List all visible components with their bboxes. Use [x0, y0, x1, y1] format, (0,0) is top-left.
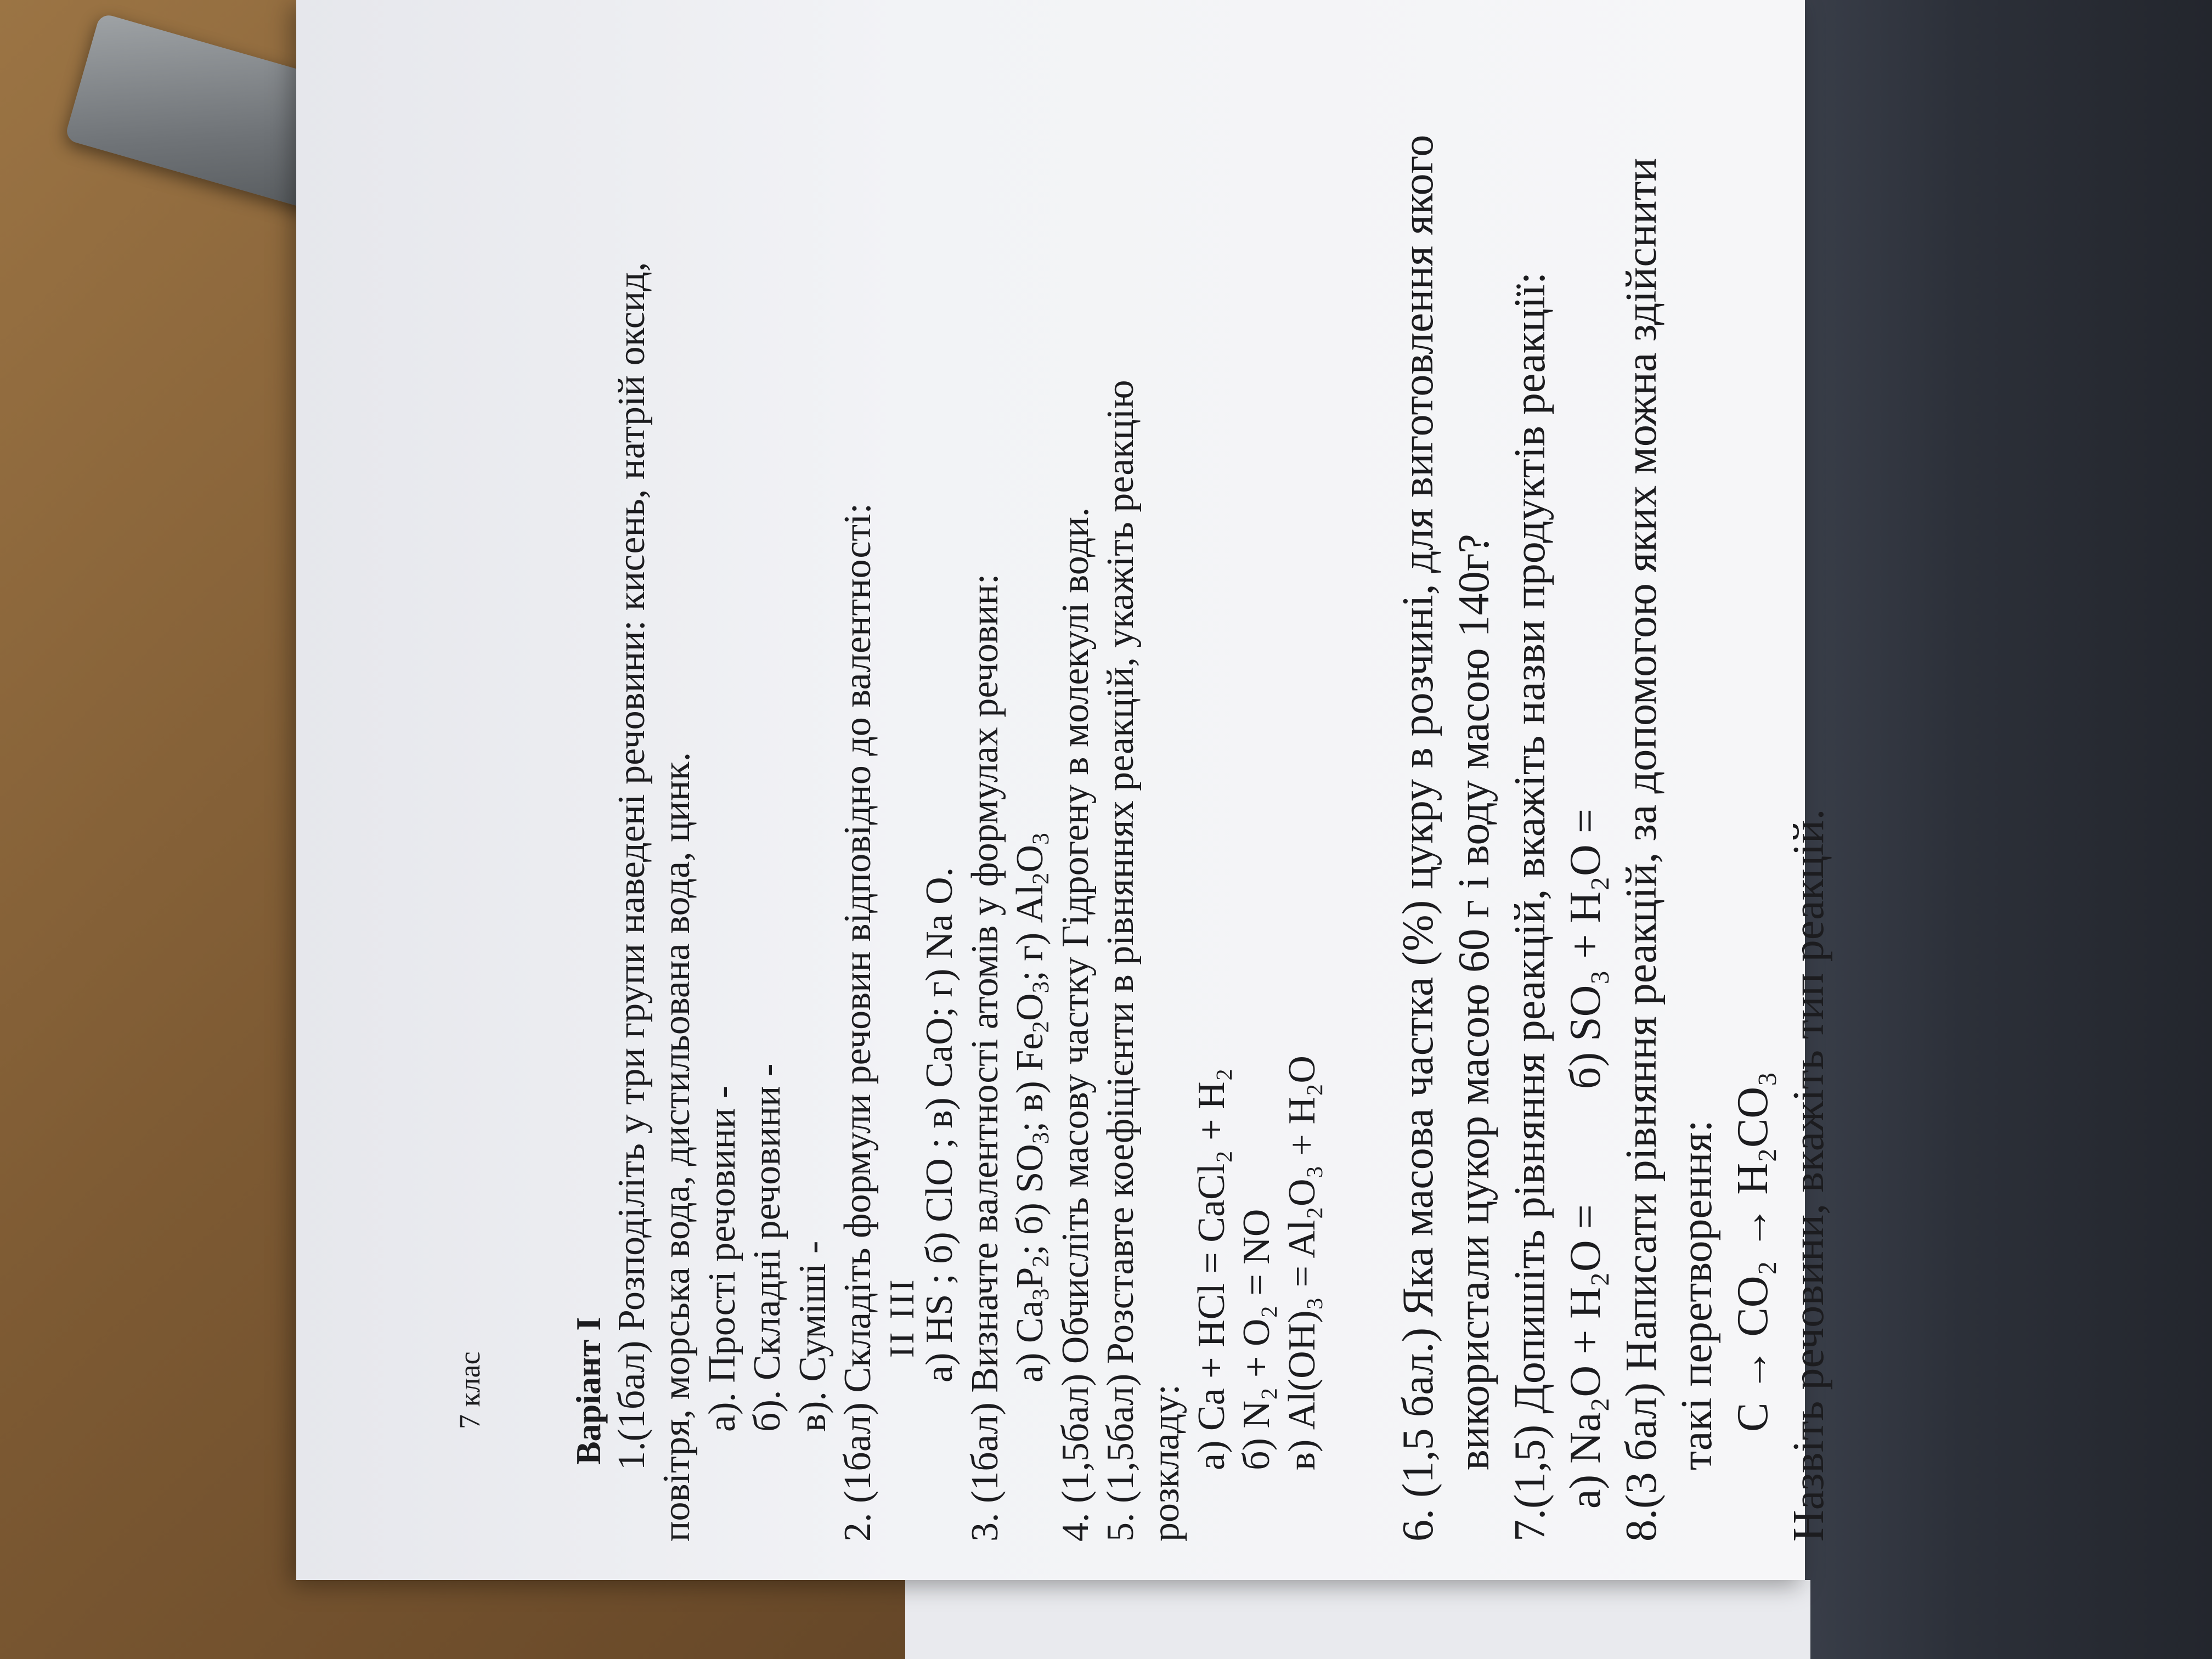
q7-equation-a: а) Na₂O + H₂O = — [1561, 1204, 1610, 1509]
q5-line1: 5. (1,5бал) Розставте коефіцієнти в рівняннях реакцій, укажіть реакцію — [1099, 380, 1142, 1542]
q2-valences: II III — [882, 1277, 922, 1358]
q5-equation-b: б) N₂ + O₂ = NO — [1235, 1209, 1278, 1470]
worksheet-text — [299, 104, 1833, 1542]
q1-option-c: в). Суміші - — [791, 1240, 834, 1432]
q7-equations — [1558, 104, 1614, 1542]
q5-equation-c: в) Al(OH)₃ = Al₂O₃ + H₂O — [1280, 1056, 1323, 1470]
q2-items: а) HS ; б) ClO ; в) CaO; г) Na O. — [918, 867, 961, 1383]
worksheet-paper — [296, 0, 1833, 1580]
q6-line1: 6. (1,5 бал.) Яка масова частка (%) цукру в розчині, для виготовлення якого — [1394, 134, 1443, 1542]
q3-items: а) $Ca_3P_2$; б) $SO_3$; в) $Fe_2O_3$; г) $Al_2O_3$ — [1009, 833, 1054, 1383]
q1-option-b: б). Складні речовини - — [746, 1063, 789, 1432]
q6-line2: використали цукор масою 60 г і воду масою 140г? — [1450, 534, 1499, 1470]
q8-line1: 8.(3 бал) Написати рівняння реакцій, за допомогою яких можна здійснити — [1617, 157, 1666, 1542]
q5-equation-a: а) Ca + HCl = CaCl₂ + H₂ — [1190, 1068, 1233, 1470]
chair-background — [1795, 0, 2212, 1659]
q3-line: 3. (1бал) Визначте валентності атомів у формулах речовин: — [963, 573, 1006, 1542]
q1-option-a: а). Прості речовини - — [701, 1085, 743, 1432]
q7-line: 7.(1,5) Допишіть рівняння реакцій, вкажіть назви продуктів реакції: — [1505, 272, 1554, 1542]
q7-equation-b: б) SO₃ + H₂O = — [1561, 809, 1610, 1090]
q8-final: Назвіть речовини, вкажіть тип реакцій. — [1784, 809, 1833, 1542]
q5-line2: розкладу: — [1145, 1384, 1188, 1542]
q4-line: 4. (1,5бал) Обчисліть масову частку Гідрогену в молекулі води. — [1054, 507, 1097, 1542]
grade-label: 7 клас — [453, 1351, 486, 1429]
q8-line2: такі перетворення: — [1673, 1120, 1722, 1470]
q8-chain: C → CO₂ → H₂CO₃ — [1728, 1071, 1777, 1432]
q1-line1: 1.(1бал) Розподіліть у три групи наведені речовини: кисень, натрій оксид, — [610, 262, 653, 1470]
variant-title: Варіант I — [569, 1317, 608, 1465]
q1-line2: повітря, морська вода, дистильована вода, цинк. — [656, 752, 698, 1542]
paper-underneath — [905, 1580, 1810, 1659]
q2-line: 2. (1бал) Складіть формули речовин відповідно до валентності: — [837, 503, 879, 1542]
